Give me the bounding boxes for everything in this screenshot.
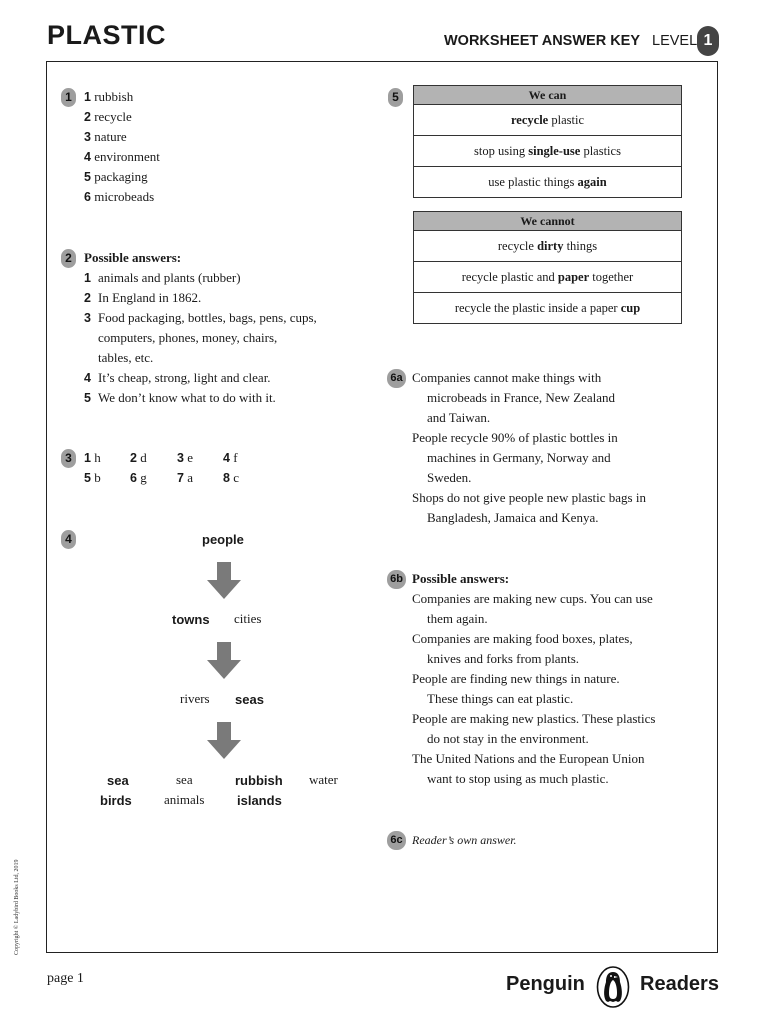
down-arrow-icon xyxy=(206,562,242,600)
match-pair: 7 a xyxy=(177,470,193,485)
answer-text: packaging xyxy=(94,169,148,184)
answer-text: Food packaging, bottles, bags, pens, cups, xyxy=(98,310,317,325)
we-can-table xyxy=(413,85,682,198)
match-pair: 1 h xyxy=(84,450,101,465)
table-row: stop using single-use plastics xyxy=(414,136,681,167)
flow-answer-word: islands xyxy=(237,793,282,808)
copyright-notice: Copyright © Ladybird Books Ltd, 2019 xyxy=(14,859,20,955)
match-pair: 6 g xyxy=(130,470,147,485)
flow-other-word: sea xyxy=(176,772,193,787)
match-pair: 4 f xyxy=(223,450,238,465)
item-number: 1 xyxy=(84,271,91,285)
answer-text: tables, etc. xyxy=(98,350,154,365)
down-arrow-icon xyxy=(206,642,242,680)
flow-answer-word: seas xyxy=(235,692,264,707)
section-badge-6a: 6a xyxy=(387,369,406,388)
answer-text: animals and plants (rubber) xyxy=(98,270,241,285)
item-number: 2 xyxy=(84,291,91,305)
item-number: 4 xyxy=(84,150,91,164)
match-pair: 5 b xyxy=(84,470,101,485)
flow-answer-word: rubbish xyxy=(235,773,283,788)
table-row: recycle the plastic inside a paper cup xyxy=(454,301,641,315)
section-1-list xyxy=(84,87,160,207)
item-number: 1 xyxy=(84,90,91,104)
page-number: page 1 xyxy=(47,971,84,986)
table-row: recycle plastic xyxy=(414,105,681,136)
we-cannot-table xyxy=(413,211,682,324)
flow-answer-word: towns xyxy=(172,612,210,627)
item-number: 3 xyxy=(84,130,91,144)
item-number: 2 xyxy=(84,110,91,124)
match-pair: 3 e xyxy=(177,450,193,465)
answer-text: computers, phones, money, chairs, xyxy=(98,330,278,345)
answer-text: In England in 1862. xyxy=(98,290,202,305)
table-row: recycle plastic and paper together xyxy=(414,262,681,293)
answer-text: environment xyxy=(94,149,160,164)
level-badge: 1 xyxy=(697,26,719,56)
table-header: We can xyxy=(414,86,681,105)
answer-text: It’s cheap, strong, light and clear. xyxy=(98,370,271,385)
table-row: use plastic things again xyxy=(488,175,607,189)
section-badge-3: 3 xyxy=(61,449,76,468)
flow-top-word: people xyxy=(202,532,244,547)
flow-answer-word: birds xyxy=(100,793,132,808)
match-pair: 2 d xyxy=(130,450,147,465)
brand-penguin: Penguin xyxy=(506,973,585,995)
down-arrow-icon xyxy=(206,722,242,760)
penguin-logo-icon xyxy=(596,966,630,1008)
table-header: We cannot xyxy=(414,212,681,231)
item-number: 5 xyxy=(84,391,91,405)
answer-text: microbeads xyxy=(94,189,155,204)
answer-text: We don’t know what to do with it. xyxy=(98,390,276,405)
section-badge-5: 5 xyxy=(388,88,403,107)
answer-text: rubbish xyxy=(94,89,134,104)
section-badge-6b: 6b xyxy=(387,570,406,589)
item-number: 6 xyxy=(84,190,91,204)
section-2-list xyxy=(84,268,317,408)
section-badge-4: 4 xyxy=(61,530,76,549)
page-title: PLASTIC xyxy=(47,20,167,50)
section-badge-2: 2 xyxy=(61,249,76,268)
worksheet-subtitle: WORKSHEET ANSWER KEY xyxy=(444,33,641,49)
section-6b-text: Companies are making new cups. You can use them again. Companies are making food boxes, plates, knives and forks from plants. People are finding new things in nature. These things can eat plastic. People are making new plastics. These plastics do not stay in the environment. The United Nations and the European Union want to stop using as much plastic. xyxy=(412,591,656,786)
section-2-heading: Possible answers: xyxy=(84,250,182,265)
section-6a-text: Companies cannot make things with microbeads in France, New Zealand and Taiwan. People recycle 90% of plastic bottles in machines in Germany, Norway and Sweden. Shops do not give people new plastic bags in Bangladesh, Jamaica and Kenya. xyxy=(412,370,646,525)
flow-other-word: rivers xyxy=(180,691,210,706)
section-badge-6c: 6c xyxy=(387,831,406,850)
flow-other-word: water xyxy=(309,772,338,787)
section-6c-text: Reader’s own answer. xyxy=(412,833,517,847)
brand-readers: Readers xyxy=(640,973,719,995)
answer-text: recycle xyxy=(94,109,132,124)
level-label: LEVEL xyxy=(652,33,698,49)
item-number: 3 xyxy=(84,311,91,325)
table-row: recycle dirty things xyxy=(414,231,681,262)
flow-other-word: animals xyxy=(164,792,205,807)
section-6b-heading: Possible answers: xyxy=(412,571,510,586)
flow-other-word: cities xyxy=(234,611,262,626)
flow-answer-word: sea xyxy=(107,773,129,788)
item-number: 4 xyxy=(84,371,91,385)
match-pair: 8 c xyxy=(223,470,239,485)
answer-text: nature xyxy=(94,129,127,144)
item-number: 5 xyxy=(84,170,91,184)
section-badge-1: 1 xyxy=(61,88,76,107)
